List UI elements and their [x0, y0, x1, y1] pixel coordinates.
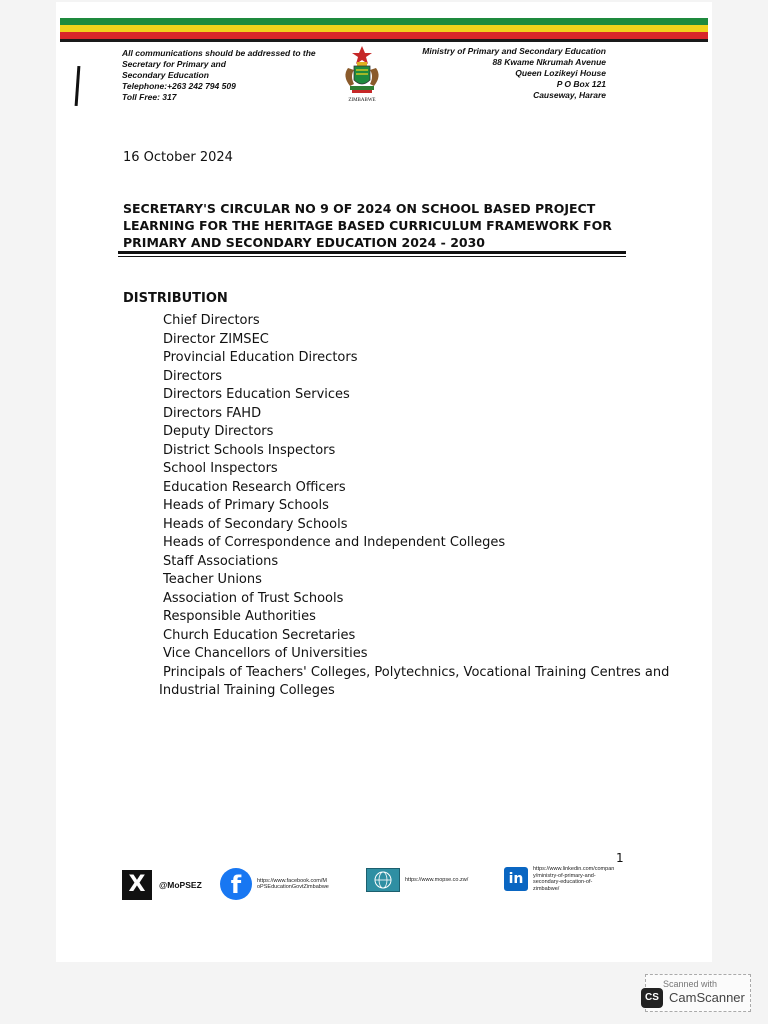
linkedin-link[interactable] [504, 866, 614, 892]
url-line: y/ministry-of-primary-and- [533, 872, 596, 879]
subject-underline-thin [118, 256, 626, 257]
address-line: 88 Kwame Nkrumah Avenue [492, 57, 606, 67]
list-item: Directors FAHD [163, 405, 262, 421]
website-link[interactable] [366, 868, 468, 892]
address-line: P O Box 121 [556, 79, 606, 89]
list-item: Provincial Education Directors [163, 350, 358, 365]
list-item: Church Education Secretaries [163, 627, 356, 643]
camscanner-watermark [641, 974, 751, 1014]
subject-line: LEARNING FOR THE HERITAGE BASED CURRICULUM FRAMEWORK FOR [123, 218, 612, 233]
address-line: Causeway, Harare [533, 90, 606, 100]
list-item: School Inspectors [163, 461, 278, 476]
list-item [159, 664, 683, 701]
url-line: zimbabwe/ [533, 885, 560, 892]
x-handle[interactable]: @MoPSEZ [159, 880, 202, 890]
globe-icon [366, 868, 400, 892]
subject-line: SECRETARY'S CIRCULAR NO 9 OF 2024 ON SCHOOL BASED PROJECT [123, 201, 596, 216]
address-line: Toll Free: 317 [122, 92, 177, 102]
coat-of-arms [338, 44, 386, 104]
list-item: Education Research Officers [163, 479, 346, 495]
list-item: Heads of Primary Schools [163, 498, 329, 513]
list-item: Director ZIMSEC [163, 331, 269, 347]
website-url[interactable]: https://www.mopse.co.zw/ [405, 876, 469, 883]
list-item: Directors [163, 368, 222, 384]
url-line: secondary-education-of- [533, 879, 593, 885]
address-line: Secretary for Primary and [122, 59, 226, 69]
address-line: Secondary Education [122, 70, 209, 80]
page-number: 1 [616, 851, 624, 865]
flag-stripes [60, 18, 708, 46]
list-item: Directors Education Services [163, 387, 350, 402]
black-stripe [60, 39, 708, 42]
coat-of-arms-icon [338, 44, 386, 94]
green-stripe [60, 18, 708, 25]
linkedin-icon: in [504, 867, 528, 891]
ministry-address [386, 46, 606, 101]
list-item: Chief Directors [163, 313, 260, 328]
url-line: https://www.facebook.com/M [257, 877, 327, 884]
distribution-list [159, 312, 683, 701]
sender-address [122, 48, 337, 103]
list-item: Teacher Unions [163, 572, 262, 587]
yellow-stripe [60, 25, 708, 32]
address-line: Telephone:+263 242 794 509 [122, 81, 236, 91]
url-line: oPSEducationGovtZimbabwe [257, 884, 329, 890]
list-item-line: Industrial Training Colleges [159, 683, 335, 698]
linkedin-url[interactable] [533, 866, 614, 892]
camscanner-icon: CS [641, 988, 663, 1008]
list-item: Heads of Correspondence and Independent Colleges [163, 535, 506, 550]
list-item: District Schools Inspectors [163, 442, 336, 458]
x-link[interactable] [122, 870, 202, 900]
circular-subject [123, 200, 623, 251]
list-item-line: Principals of Teachers' Colleges, Polytechnics, Vocational Training Centres and [163, 664, 670, 680]
list-item: Association of Trust Schools [163, 590, 344, 606]
subject-line: PRIMARY AND SECONDARY EDUCATION 2024 - 2030 [123, 235, 485, 250]
list-item: Heads of Secondary Schools [163, 516, 348, 532]
list-item: Responsible Authorities [163, 609, 316, 624]
x-logo-icon: X [122, 870, 152, 900]
red-stripe [60, 32, 708, 39]
list-item: Staff Associations [163, 553, 279, 569]
subject-underline [118, 251, 626, 254]
list-item: Deputy Directors [163, 424, 274, 439]
address-line: Queen Lozikeyi House [515, 68, 606, 78]
address-line: All communications should be addressed to the [122, 48, 316, 58]
facebook-url[interactable] [257, 878, 329, 891]
distribution-heading: DISTRIBUTION [123, 291, 228, 306]
footer [122, 866, 652, 906]
facebook-icon: f [220, 868, 252, 900]
crest-label: ZIMBABWE [348, 98, 376, 103]
facebook-link[interactable] [220, 868, 329, 900]
url-line: https://www.linkedin.com/compan [533, 866, 615, 872]
circular-date: 16 October 2024 [123, 150, 233, 165]
watermark-line1: Scanned with [663, 979, 718, 989]
list-item: Vice Chancellors of Universities [163, 646, 368, 661]
watermark-line2: CamScanner [669, 990, 745, 1005]
address-line: Ministry of Primary and Secondary Education [422, 46, 606, 56]
